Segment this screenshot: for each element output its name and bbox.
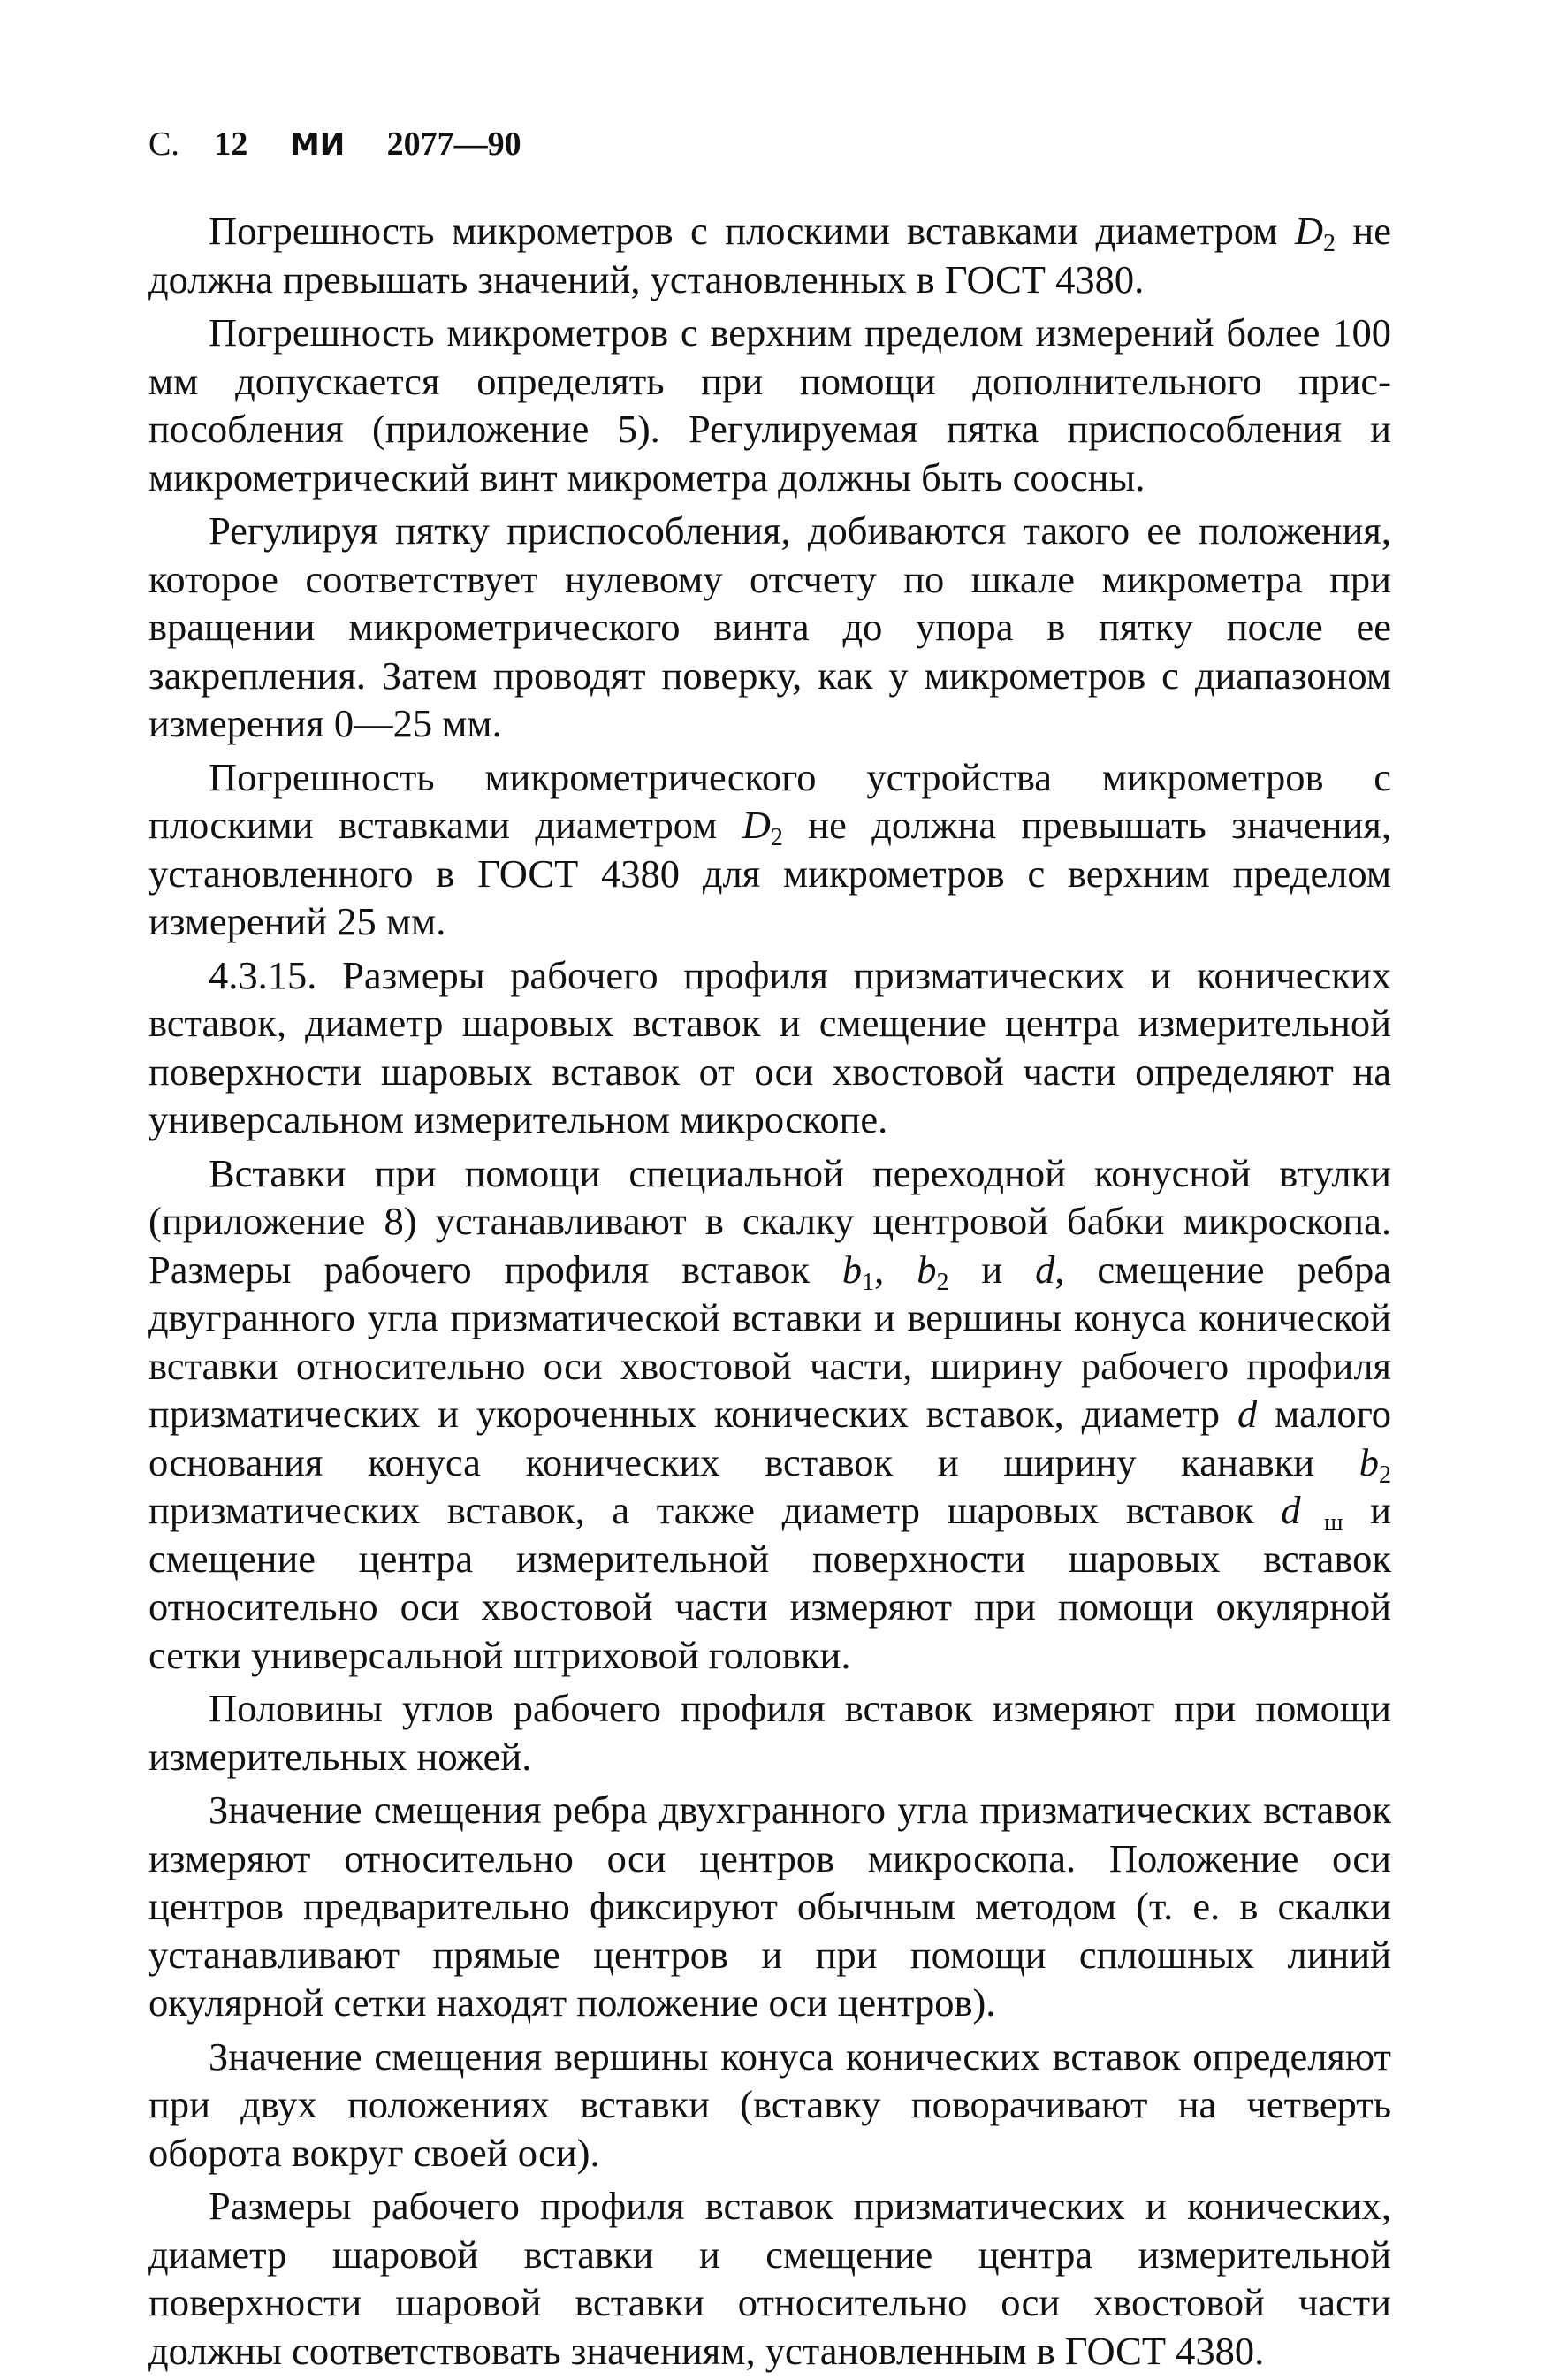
header-prefix: С. bbox=[148, 126, 179, 163]
paragraph-text: Погрешность микрометров с плоскими вставками диаметром bbox=[209, 209, 1295, 253]
italic-variable: b bbox=[917, 1247, 937, 1292]
paragraph-text: и bbox=[948, 1247, 1036, 1292]
italic-variable: b bbox=[841, 1247, 863, 1292]
document-body bbox=[148, 207, 1391, 2380]
paragraph-1 bbox=[148, 207, 1391, 303]
paragraph-text: Значение смещения ребра двухгранного угла призматических вставок измеряют относительно оси центров микроскопа. Положение оси центров предварительно фиксируют обычным методом (т. е. в скалки устанавливают прямые центров и при помощи сплошных линий окулярной сетки находят положение оси центров). bbox=[148, 1788, 1391, 2025]
paragraph-text: не должна превышать значений, установленных в ГОСТ 4380. bbox=[148, 209, 1391, 301]
paragraph-text: призматических вставок, а также диаметр шаровых вставок bbox=[148, 1488, 1282, 1532]
paragraph-text: Половины углов рабочего профиля вставок измеряют при помощи измерительных ножей. bbox=[148, 1686, 1391, 1779]
paragraph-text: Значение смещения вершины конуса конических вставок определяют при двух положениях вставки (вставку поворачивают на четверть оборота вокруг своей оси). bbox=[148, 2033, 1391, 2175]
paragraph-text: , bbox=[874, 1247, 917, 1292]
page-header bbox=[148, 124, 521, 165]
italic-variable: d bbox=[1035, 1247, 1055, 1292]
paragraph-text: малого основания конуса конических вставок и ширину канавки bbox=[148, 1392, 1391, 1484]
paragraph-text: и смещение центра измерительной поверхности шаровых вставок относительно оси хвостовой части измеряют при помощи окулярной сетки универсальной штриховой головки. bbox=[148, 1488, 1391, 1677]
paragraph-6 bbox=[148, 1149, 1391, 1680]
document-number: 2077—90 bbox=[386, 126, 521, 163]
paragraph-3 bbox=[148, 507, 1391, 748]
page-number: 12 bbox=[214, 126, 248, 163]
subscript: 2 bbox=[1323, 230, 1336, 257]
subscript: 1 bbox=[862, 1268, 875, 1296]
paragraph-2 bbox=[148, 309, 1391, 501]
paragraph-text: , смещение ребра двугранного угла призматической вставки и вершины конуса конической вставки относительно оси хвостовой части, ширину рабочего профиля призматических и укороченных конических вставок, диаметр bbox=[148, 1247, 1391, 1436]
paragraph-text: Погрешность микрометрического устройства микрометров с плоскими вставками диаметром bbox=[148, 754, 1391, 847]
paragraph-4 bbox=[148, 753, 1391, 946]
italic-variable: d bbox=[1281, 1488, 1301, 1532]
document-series: МИ bbox=[289, 127, 346, 163]
paragraph-text: Размеры рабочего профиля вставок призматических и конических, диаметр шаровой вставки и смещение центра измерительной поверхности шаровой вставки относительно оси хвостовой части должны соответствовать значениям, установленным в ГОСТ 4380. bbox=[148, 2184, 1391, 2373]
subscript: 2 bbox=[770, 824, 783, 851]
paragraph-5 bbox=[148, 951, 1391, 1144]
italic-variable: D bbox=[742, 803, 771, 847]
paragraph-text: Регулируя пятку приспособления, добиваются такого ее положения, которое соответствует нулевому отсчету по шкале микрометра при вращении микрометрического винта до упора в пятку после ее закрепления. Затем проводят поверку, как у микрометров с диапазоном измерения 0—25 мм. bbox=[148, 508, 1391, 745]
paragraph-9 bbox=[148, 2033, 1391, 2178]
subscript: 2 bbox=[1379, 1461, 1391, 1489]
paragraph-text: Погрешность микрометров с верхним пределом измерений более 100 мм допускается определять при помощи дополнительного приспособления (приложение 5). Регулируемая пятка приспособления и микрометрический винт микрометра должны быть соосны. bbox=[148, 310, 1391, 500]
subscript: 2 bbox=[936, 1268, 949, 1296]
italic-variable: b bbox=[1359, 1439, 1379, 1484]
paragraph-text: 4.3.15. Размеры рабочего профиля призматических и конических вставок, диаметр шаровых вставок и смещение центра измерительной поверхности шаровых вставок от оси хвостовой части определяют на универсальном измерительном микроскопе. bbox=[148, 952, 1391, 1141]
paragraph-7 bbox=[148, 1684, 1391, 1781]
paragraph-10 bbox=[148, 2182, 1391, 2375]
paragraph-text: не должна превышать значения, установленного в ГОСТ 4380 для микрометров с верхним пределом измерений 25 мм. bbox=[148, 803, 1391, 943]
italic-variable: d bbox=[1237, 1392, 1258, 1436]
subscript: ш bbox=[1300, 1509, 1343, 1537]
italic-variable: D bbox=[1294, 209, 1324, 253]
paragraph-text: Вставки при помощи специальной переходной конусной втулки (приложение 8) устанавливают в скалку центровой бабки микроскопа. Размеры рабочего профиля вставок bbox=[148, 1150, 1391, 1292]
paragraph-8 bbox=[148, 1786, 1391, 2027]
